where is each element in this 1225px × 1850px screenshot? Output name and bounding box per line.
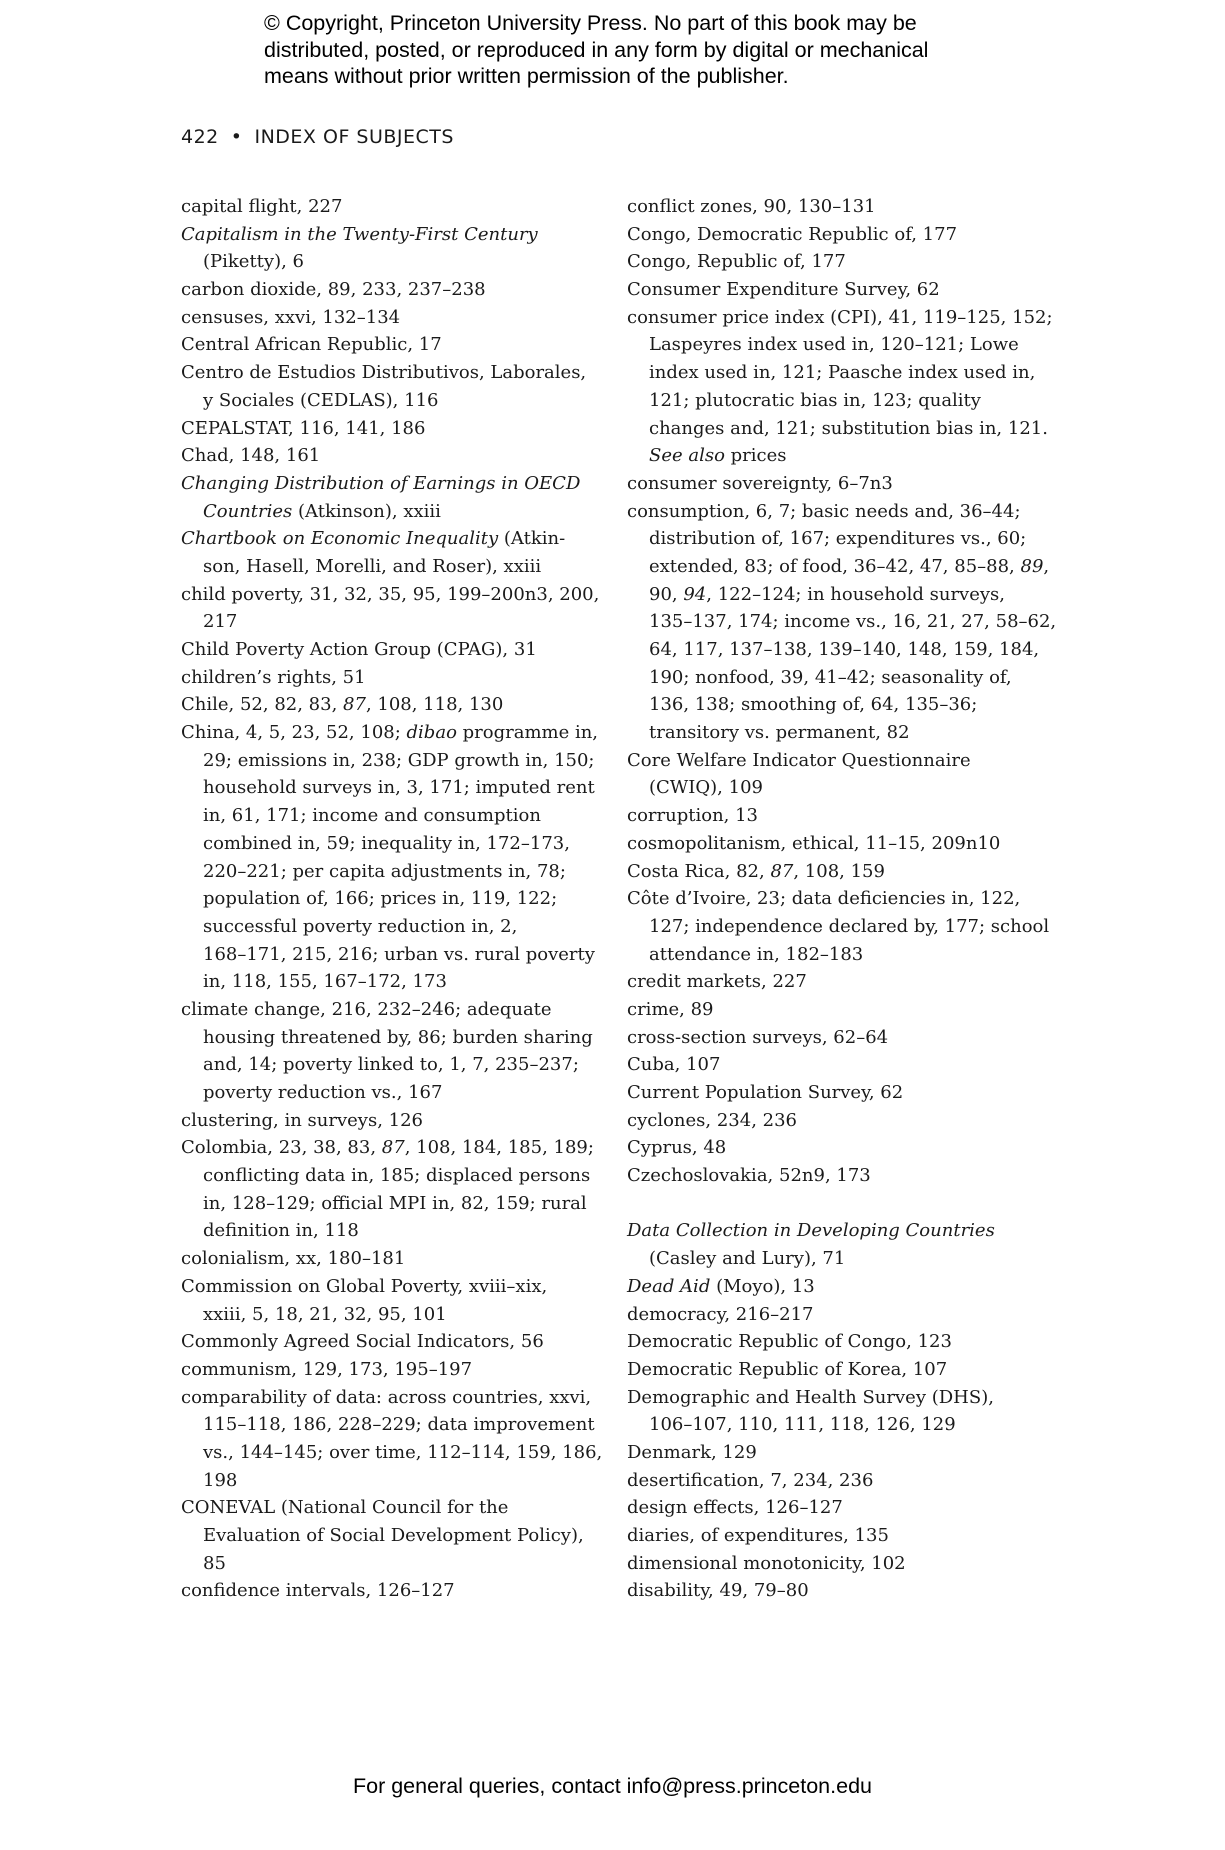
index-entry (627, 1467, 1057, 1495)
index-subline (181, 1162, 601, 1190)
entry-text: housing threatened by, 86; burden sharing (203, 1026, 593, 1048)
index-subline (181, 830, 601, 858)
entry-text: 220–221; per capita adjustments in, 78; (203, 860, 566, 882)
entry-text: Demographic and Health Survey (DHS), (627, 1386, 994, 1408)
index-entry (627, 885, 1057, 913)
index-entry (181, 221, 601, 249)
entry-text: consumption, 6, 7; basic needs and, 36–44; (627, 500, 1021, 522)
entry-text: in, 128–129; official MPI in, 82, 159; rural (203, 1192, 587, 1214)
entry-text: 90, (649, 583, 684, 605)
index-subline (627, 1411, 1057, 1439)
entry-text: diaries, of expenditures, 135 (627, 1525, 889, 1546)
italic-title: 94 (683, 583, 707, 605)
entry-text: in, 118, 155, 167–172, 173 (203, 971, 447, 993)
index-entry (181, 1356, 601, 1384)
index-entry (627, 996, 1057, 1024)
entry-text: 135–137, 174; income vs., 16, 21, 27, 58–62, (649, 611, 1057, 633)
index-entry (181, 1273, 601, 1301)
index-subline (627, 387, 1057, 415)
index-entry (627, 1301, 1057, 1329)
entry-text: (Atkin- (498, 528, 566, 550)
index-subline (181, 747, 601, 775)
index-entry (181, 664, 601, 692)
index-entry (627, 1079, 1057, 1107)
entry-text: index used in, 121; Paasche index used in, (649, 362, 1036, 384)
index-entry (627, 1550, 1057, 1578)
entry-text: Colombia, 23, 38, 83, (181, 1137, 382, 1159)
index-entry (181, 581, 601, 609)
entry-text: cosmopolitanism, ethical, 11–15, 209n10 (627, 832, 1001, 854)
entry-text: attendance in, 182–183 (649, 943, 864, 965)
entry-text: desertification, 7, 234, 236 (627, 1469, 874, 1491)
index-entry (181, 1577, 601, 1605)
entry-text: children’s rights, 51 (181, 666, 366, 688)
italic-title: Capitalism in the Twenty-First Century (181, 223, 538, 245)
index-subline (627, 442, 1057, 470)
entry-text: Democratic Republic of Korea, 107 (627, 1358, 948, 1380)
entry-text: distribution of, 167; expenditures vs., 60; (649, 528, 1027, 550)
entry-text: Central African Republic, 17 (181, 334, 442, 356)
entry-text: definition in, 118 (203, 1220, 359, 1242)
index-subline (627, 913, 1057, 941)
entry-text: Cyprus, 48 (627, 1137, 727, 1159)
copyright-line: means without prior written permission of the publisher. (264, 64, 789, 88)
index-entry (627, 1328, 1057, 1356)
index-entry (181, 276, 601, 304)
italic-title: Data Collection in Developing Countries (627, 1220, 995, 1242)
index-subline (181, 774, 601, 802)
section-gap (627, 1190, 1057, 1218)
index-subline (181, 1439, 601, 1467)
index-entry (627, 830, 1057, 858)
index-subline (627, 525, 1057, 553)
index-entry (627, 248, 1057, 276)
entry-text: conflict zones, 90, 130–131 (627, 196, 876, 217)
entry-text: , 108, 159 (793, 860, 885, 882)
entry-text: clustering, in surveys, 126 (181, 1109, 424, 1131)
entry-text: successful poverty reduction in, 2, (203, 915, 518, 937)
index-subline (627, 941, 1057, 969)
index-subline (627, 608, 1057, 636)
entry-text: , 108, 184, 185, 189; (404, 1137, 594, 1159)
index-left-column (181, 193, 601, 1605)
index-entry (181, 1328, 601, 1356)
entry-text: comparability of data: across countries, xxvi, (181, 1386, 592, 1408)
entry-text: , 108, 118, 130 (365, 694, 504, 716)
index-entry (181, 996, 601, 1024)
entry-text: CEPALSTAT, 116, 141, 186 (181, 417, 426, 439)
italic-title: Chartbook on Economic Inequality (181, 528, 499, 550)
index-entry (627, 1134, 1057, 1162)
index-entry (181, 415, 601, 443)
entry-text: crime, 89 (627, 998, 714, 1020)
entry-text: changes and, 121; substitution bias in, 121. (649, 417, 1048, 439)
entry-text: Consumer Expenditure Survey, 62 (627, 279, 940, 301)
index-entry (181, 1384, 601, 1412)
index-subline (181, 858, 601, 886)
entry-text: colonialism, xx, 180–181 (181, 1248, 406, 1270)
entry-text: prices (724, 445, 787, 467)
entry-text: population of, 166; prices in, 119, 122; (203, 888, 558, 910)
entry-text: climate change, 216, 232–246; adequate (181, 998, 552, 1020)
index-entry (627, 968, 1057, 996)
index-subline (627, 415, 1057, 443)
entry-text: consumer price index (CPI), 41, 119–125, 152; (627, 306, 1053, 328)
index-subline (181, 1217, 601, 1245)
index-subline (181, 1079, 601, 1107)
entry-text: poverty reduction vs., 167 (203, 1082, 443, 1103)
entry-text: Core Welfare Indicator Questionnaire (627, 749, 971, 771)
entry-text: corruption, 13 (627, 805, 759, 827)
index-entry (181, 304, 601, 332)
entry-text: 121; plutocratic bias in, 123; quality (649, 389, 981, 411)
index-subline (181, 608, 601, 636)
entry-text: 127; independence declared by, 177; school (649, 915, 1050, 937)
entry-text: design effects, 126–127 (627, 1497, 843, 1519)
italic-title: Countries (203, 500, 293, 522)
entry-text: 85 (203, 1552, 226, 1574)
footer-contact: For general queries, contact info@press.princeton.edu (352, 1774, 872, 1798)
entry-text: Centro de Estudios Distributivos, Laborales, (181, 362, 587, 384)
index-entry (627, 1162, 1057, 1190)
entry-text: cyclones, 234, 236 (627, 1109, 798, 1131)
index-subline (181, 1467, 601, 1495)
index-entry (627, 304, 1057, 332)
index-subline (181, 1301, 601, 1329)
italic-title: dibao (406, 722, 457, 744)
index-entry (181, 525, 601, 553)
entry-text: 198 (203, 1469, 238, 1491)
entry-text: Costa Rica, 82, (627, 860, 771, 882)
index-entry (627, 1439, 1057, 1467)
index-entry (181, 1245, 601, 1273)
index-entry (181, 691, 601, 719)
index-subline (181, 1522, 601, 1550)
index-entry (627, 1522, 1057, 1550)
index-entry (627, 193, 1057, 221)
entry-text: CONEVAL (National Council for the (181, 1497, 509, 1519)
entry-text: censuses, xxvi, 132–134 (181, 306, 401, 328)
entry-text: combined in, 59; inequality in, 172–173, (203, 832, 570, 854)
index-entry (181, 193, 601, 221)
index-subline (181, 387, 601, 415)
entry-text: household surveys in, 3, 171; imputed rent (203, 777, 595, 799)
entry-text: communism, 129, 173, 195–197 (181, 1358, 473, 1380)
index-entry (181, 1134, 601, 1162)
entry-text: 29; emissions in, 238; GDP growth in, 150; (203, 749, 595, 771)
entry-text: democracy, 216–217 (627, 1303, 814, 1325)
entry-text: Congo, Democratic Republic of, 177 (627, 223, 958, 245)
entry-text: , 122–124; in household surveys, (706, 583, 1006, 605)
index-entry (181, 442, 601, 470)
entry-text: consumer sovereignty, 6–7n3 (627, 472, 893, 494)
entry-text: Democratic Republic of Congo, 123 (627, 1331, 952, 1353)
index-subline (627, 359, 1057, 387)
entry-text: (Atkinson), xxiii (292, 500, 441, 522)
index-subline (627, 553, 1057, 581)
index-entry (627, 1051, 1057, 1079)
index-entry (627, 1024, 1057, 1052)
index-subline (627, 636, 1057, 664)
entry-text: 64, 117, 137–138, 139–140, 148, 159, 184, (649, 639, 1040, 660)
italic-title: Dead Aid (627, 1275, 711, 1297)
italic-title: Changing Distribution of Earnings in OECD (181, 472, 581, 494)
index-entry (181, 359, 601, 387)
entry-text: 106–107, 110, 111, 118, 126, 129 (649, 1414, 956, 1436)
index-subline (627, 774, 1057, 802)
entry-text: Czechoslovakia, 52n9, 173 (627, 1165, 871, 1187)
entry-text: Chile, 52, 82, 83, (181, 694, 344, 716)
italic-title: 87 (381, 1137, 405, 1159)
index-entry (627, 1494, 1057, 1522)
copyright-line: distributed, posted, or reproduced in any form by digital or mechanical (264, 37, 929, 62)
entry-text: Laspeyres index used in, 120–121; Lowe (649, 334, 1019, 356)
page-number: 422 (181, 126, 219, 148)
running-head (181, 126, 454, 148)
entry-text: Denmark, 129 (627, 1441, 757, 1463)
entry-text: confidence intervals, 126–127 (181, 1580, 455, 1602)
entry-text: programme in, (456, 722, 599, 744)
italic-title: 87 (343, 694, 366, 716)
entry-text: conflicting data in, 185; displaced persons (203, 1165, 591, 1187)
entry-text: child poverty, 31, 32, 35, 95, 199–200n3, 200, (181, 583, 600, 605)
entry-text: son, Hasell, Morelli, and Roser), xxiii (203, 555, 542, 577)
index-entry (181, 331, 601, 359)
index-entry (627, 470, 1057, 498)
index-entry (181, 1107, 601, 1135)
index-subline (181, 248, 601, 276)
index-subline (181, 1190, 601, 1218)
entry-text: (Casley and Lury), 71 (649, 1248, 846, 1270)
index-subline (627, 719, 1057, 747)
entry-text: Current Population Survey, 62 (627, 1082, 904, 1103)
index-entry (627, 1217, 1057, 1245)
index-entry (181, 636, 601, 664)
entry-text: Cuba, 107 (627, 1054, 721, 1076)
entry-text: (Moyo), 13 (710, 1275, 815, 1297)
entry-text: cross-section surveys, 62–64 (627, 1026, 889, 1048)
index-entry (181, 719, 601, 747)
entry-text: 190; nonfood, 39, 41–42; seasonality of, (649, 666, 1012, 688)
entry-text: y Sociales (CEDLAS), 116 (203, 389, 439, 411)
entry-text: (CWIQ), 109 (649, 777, 763, 799)
index-subline (181, 913, 601, 941)
index-entry (181, 1494, 601, 1522)
entry-text: Child Poverty Action Group (CPAG), 31 (181, 639, 537, 660)
entry-text: disability, 49, 79–80 (627, 1580, 809, 1602)
index-entry (627, 221, 1057, 249)
entry-text: Côte d’Ivoire, 23; data deficiencies in, 122, (627, 888, 1021, 910)
index-right-column (627, 193, 1057, 1605)
entry-text: 136, 138; smoothing of, 64, 135–36; (649, 694, 978, 716)
index-subline (627, 581, 1057, 609)
entry-text: Chad, 148, 161 (181, 445, 321, 467)
index-subline (181, 498, 601, 526)
index-entry (627, 1107, 1057, 1135)
index-entry (627, 1356, 1057, 1384)
index-entry (627, 858, 1057, 886)
index-entry (627, 1273, 1057, 1301)
section-title: INDEX OF SUBJECTS (254, 126, 454, 148)
index-entry (627, 1384, 1057, 1412)
index-entry (627, 747, 1057, 775)
entry-text: 115–118, 186, 228–229; data improvement (203, 1414, 595, 1436)
entry-text: China, 4, 5, 23, 52, 108; (181, 722, 407, 744)
entry-text: xxiii, 5, 18, 21, 32, 95, 101 (203, 1303, 447, 1325)
entry-text: in, 61, 171; income and consumption (203, 805, 541, 827)
index-subline (181, 885, 601, 913)
copyright-line: © Copyright, Princeton University Press. No part of this book may be (264, 11, 917, 35)
index-subline (181, 941, 601, 969)
entry-text: extended, 83; of food, 36–42, 47, 85–88, (649, 555, 1021, 577)
index-entry (627, 1577, 1057, 1605)
entry-text: dimensional monotonicity, 102 (627, 1552, 906, 1574)
entry-text: capital flight, 227 (181, 196, 343, 217)
index-subline (627, 1245, 1057, 1273)
index-subline (627, 331, 1057, 359)
index-entry (627, 276, 1057, 304)
index-subline (627, 691, 1057, 719)
entry-text: credit markets, 227 (627, 971, 807, 993)
italic-title: 87 (770, 860, 794, 882)
entry-text: Congo, Republic of, 177 (627, 251, 846, 273)
index-subline (181, 1411, 601, 1439)
entry-text: Commonly Agreed Social Indicators, 56 (181, 1331, 544, 1353)
entry-text: carbon dioxide, 89, 233, 237–238 (181, 279, 486, 301)
italic-title: See also (649, 445, 725, 467)
entry-text: and, 14; poverty linked to, 1, 7, 235–237; (203, 1054, 579, 1076)
entry-text: 217 (203, 611, 238, 633)
italic-title: 89 (1020, 555, 1044, 577)
index-subline (181, 1051, 601, 1079)
index-entry (627, 498, 1057, 526)
bullet-separator: • (230, 126, 243, 148)
index-subline (181, 1550, 601, 1578)
copyright-notice (264, 10, 1024, 90)
index-subline (181, 553, 601, 581)
entry-text: vs., 144–145; over time, 112–114, 159, 186, (203, 1441, 603, 1463)
entry-text: 168–171, 215, 216; urban vs. rural poverty (203, 943, 595, 965)
entry-text: , (1043, 555, 1050, 577)
index-subline (181, 1024, 601, 1052)
entry-text: transitory vs. permanent, 82 (649, 722, 910, 744)
index-subline (627, 664, 1057, 692)
entry-text: Commission on Global Poverty, xviii–xix, (181, 1275, 548, 1297)
entry-text: (Piketty), 6 (203, 251, 305, 273)
index-subline (181, 968, 601, 996)
index-entry (627, 802, 1057, 830)
index-entry (181, 470, 601, 498)
index-subline (181, 802, 601, 830)
entry-text: Evaluation of Social Development Policy), (203, 1525, 584, 1546)
